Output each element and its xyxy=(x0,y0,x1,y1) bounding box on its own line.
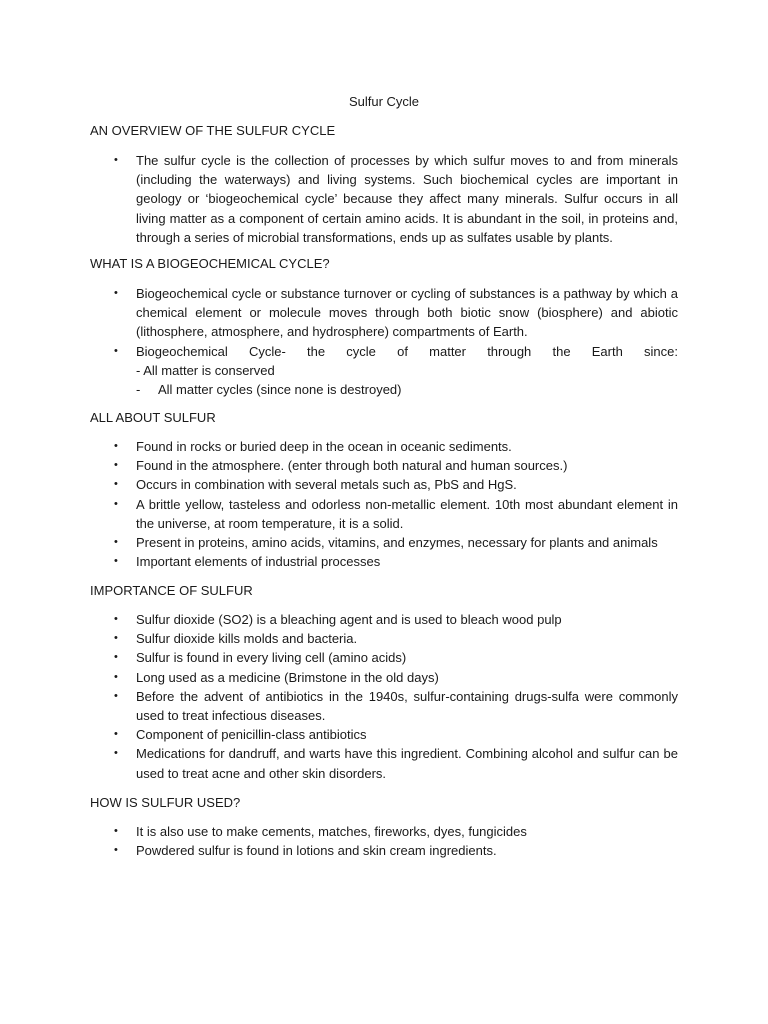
list-item: • Medications for dandruff, and warts have this ingredient. Combining alcohol and sulfur can be used to treat acne and other skin disorders. xyxy=(114,746,678,781)
page-title: Sulfur Cycle xyxy=(348,94,420,109)
list-item: • Important elements of industrial processes xyxy=(90,552,678,571)
bullet-icon: • xyxy=(114,844,118,857)
bullet-icon: • xyxy=(114,344,118,357)
bullet-icon: • xyxy=(114,154,118,166)
bullet-icon: • xyxy=(114,689,118,702)
bullet-icon: • xyxy=(114,478,118,491)
bullet-icon: • xyxy=(114,497,118,510)
section-heading-biogeochemical: WHAT IS A BIOGEOCHEMICAL CYCLE? xyxy=(90,256,330,271)
bullet-icon: • xyxy=(114,825,118,837)
about-list xyxy=(90,437,678,571)
list-item: • Biogeochemical cycle or substance turnover or cycling of substances is a pathway by which a chemical element or molecule moves through both biotic snow (biosphere) and abiotic (lithosphere, atmosphere, and hydrosphere) compartments of Earth. xyxy=(114,286,678,340)
list-item: • Sulfur is found in every living cell (amino acids) xyxy=(90,648,678,667)
bullet-icon: • xyxy=(114,459,118,472)
list-item: • Biogeochemical Cycle- the cycle of matter through the Earth since: - All matter is conserved - All matter cycles (since none is destroyed) xyxy=(90,342,678,400)
bullet-icon: • xyxy=(114,287,118,299)
section-heading-used: HOW IS SULFUR USED? xyxy=(90,795,241,810)
list-item: • Powdered sulfur is found in lotions and skin cream ingredients. xyxy=(90,841,678,860)
list-item: • Sulfur dioxide (SO2) is a bleaching agent and is used to bleach wood pulp xyxy=(90,610,678,629)
list-item: • It is also use to make cements, matches, fireworks, dyes, fungicides xyxy=(90,822,678,841)
bullet-icon: • xyxy=(114,728,118,741)
bullet-icon: • xyxy=(114,632,118,645)
bullet-icon: • xyxy=(114,536,118,549)
overview-list xyxy=(90,151,678,247)
list-item: • Found in the atmosphere. (enter through both natural and human sources.) xyxy=(90,456,678,475)
list-item: • Occurs in combination with several metals such as, PbS and HgS. xyxy=(90,475,678,494)
bullet-icon: • xyxy=(114,747,118,760)
list-item: • The sulfur cycle is the collection of processes by which sulfur moves to and from minerals (including the waterways) and living systems. Such biochemical cycles are important in geology or ‘biogeochemical cycle’ because they affect many minerals. Sulfur occurs in all living matter as a component of certain amino acids. It is abundant in the soil, in proteins and, through a series of microbial transformations, ends up as sulfates usable by plants. xyxy=(114,153,678,245)
sub-point: - All matter cycles (since none is destroyed) xyxy=(136,382,402,398)
importance-list xyxy=(90,610,678,783)
list-item: • A brittle yellow, tasteless and odorless non-metallic element. 10th most abundant element in the universe, at room temperature, it is a solid. xyxy=(114,496,678,531)
section-heading-about: ALL ABOUT SULFUR xyxy=(90,410,216,425)
bullet-icon: • xyxy=(114,555,118,568)
bullet-icon: • xyxy=(114,670,118,683)
list-item: • Long used as a medicine (Brimstone in the old days) xyxy=(90,668,678,687)
list-item: • Sulfur dioxide kills molds and bacteria. xyxy=(90,629,678,648)
section-heading-overview: AN OVERVIEW OF THE SULFUR CYCLE xyxy=(90,123,336,138)
section-heading-importance: IMPORTANCE OF SULFUR xyxy=(90,583,253,598)
list-item: • Found in rocks or buried deep in the ocean in oceanic sediments. xyxy=(90,437,678,456)
bullet-icon: • xyxy=(114,651,118,664)
list-item: • Before the advent of antibiotics in the 1940s, sulfur-containing drugs-sulfa were commonly used to treat infectious diseases. xyxy=(114,688,678,724)
sub-point: - All matter is conserved xyxy=(136,362,275,378)
biogeochemical-list xyxy=(90,284,678,399)
bullet-icon: • xyxy=(114,440,118,452)
list-item: • Present in proteins, amino acids, vitamins, and enzymes, necessary for plants and animals xyxy=(90,533,678,552)
list-item: • Component of penicillin-class antibiotics xyxy=(90,725,678,744)
bullet-icon: • xyxy=(114,613,118,625)
used-list xyxy=(90,822,678,860)
